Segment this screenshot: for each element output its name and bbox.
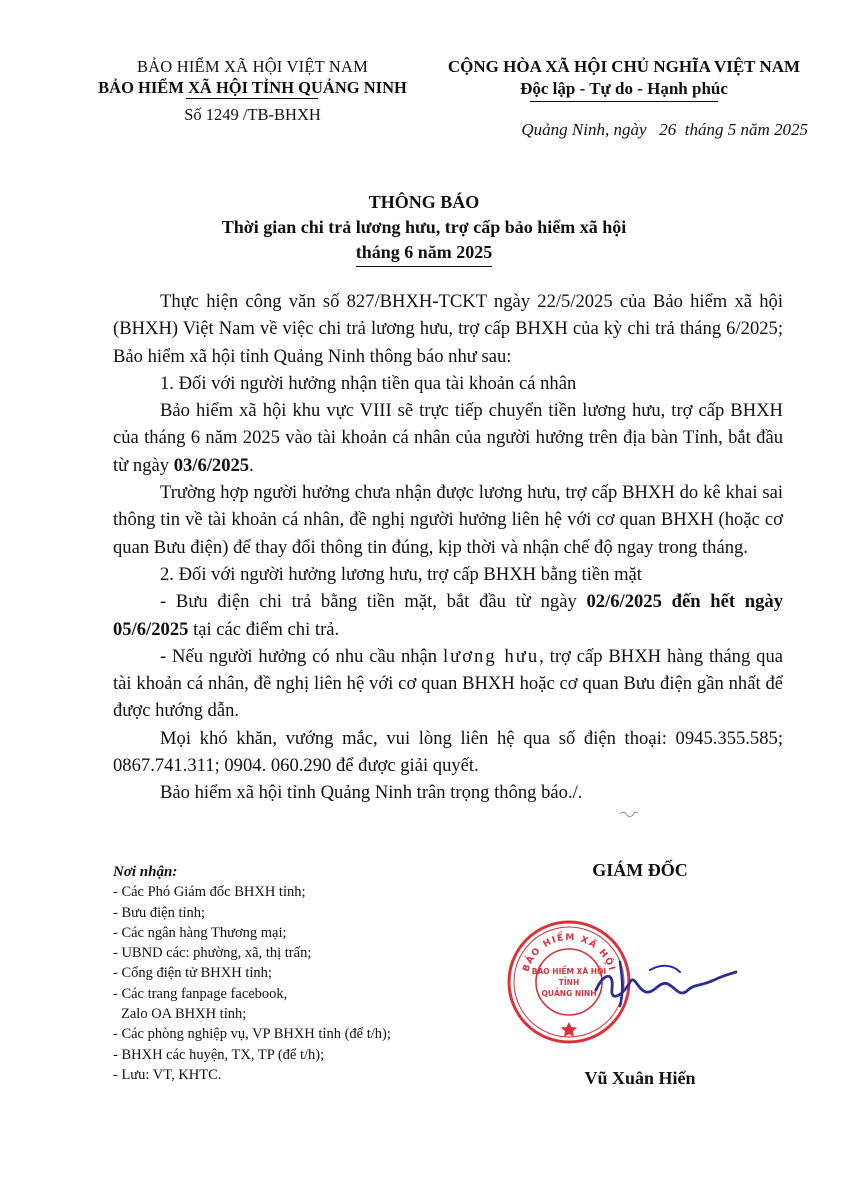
svg-text:BẢO HIỂM XÃ HỘI: BẢO HIỂM XÃ HỘI	[531, 967, 607, 976]
agency-underline	[186, 98, 318, 99]
parent-agency: BẢO HIỂM XÃ HỘI VIỆT NAM	[136, 57, 369, 76]
intro-paragraph: Thực hiện công văn số 827/BHXH-TCKT ngày 22/5/2025 của Bảo hiểm xã hội (BHXH) Việt Nam về việc chi trả lương hưu, trợ cấp BHXH của kỳ chi trả tháng 6/2025; Bảo hiểm xã hội tỉnh Quảng Ninh thông báo như sau:	[113, 291, 783, 367]
recipients-title: Nơi nhận:	[113, 864, 178, 880]
nation-name: CỘNG HÒA XÃ HỘI CHỦ NGHĨA VIỆT NAM	[447, 57, 801, 76]
section-heading-1: 1. Đối với người hưởng nhận tiền qua tài khoản cá nhân	[160, 372, 577, 394]
document-title-block	[0, 190, 848, 267]
section-heading-2: 2. Đối với người hưởng lương hưu, trợ cấp BHXH bằng tiền mặt	[160, 563, 642, 585]
signer-name: Vũ Xuân Hiển	[584, 1068, 696, 1088]
contact-paragraph: Mọi khó khăn, vướng mắc, vui lòng liên hệ qua số điện thoại: 0945.355.585; 0867.741.311; 0904. 060.290 để được giải quyết.	[113, 727, 783, 777]
motto-underline	[530, 101, 718, 102]
handwritten-mark-icon	[618, 806, 640, 820]
recipient-item: - BHXH các huyện, TX, TP (để t/h);	[113, 1046, 325, 1063]
handwritten-signature-icon	[590, 950, 740, 1020]
svg-text:QUẢNG NINH: QUẢNG NINH	[541, 989, 597, 998]
svg-text:TỈNH: TỈNH	[558, 978, 580, 987]
svg-text:BẢO HIỂM XÃ HỘI: BẢO HIỂM XÃ HỘI	[521, 932, 617, 974]
document-subject: Thời gian chi trả lương hưu, trợ cấp bảo hiểm xã hội	[221, 217, 627, 237]
recipient-item: - Các Phó Giám đốc BHXH tỉnh;	[113, 884, 306, 901]
national-motto: Độc lập - Tự do - Hạnh phúc	[520, 79, 728, 98]
switch-to-account-paragraph: - Nếu người hưởng có nhu cầu nhận lương hưu, trợ cấp BHXH hàng tháng qua tài khoản cá nhân, đề nghị liên hệ với cơ quan BHXH hoặc cơ quan Bưu điện gần nhất để được hướng dẫn.	[113, 645, 783, 722]
recipient-item: - Các phòng nghiệp vụ, VP BHXH tỉnh (để t/h);	[113, 1026, 391, 1043]
cash-payment-paragraph: - Bưu điện chi trả bằng tiền mặt, bắt đầu từ ngày 02/6/2025 đến hết ngày 05/6/2025 tại các điểm chi trả.	[113, 591, 783, 640]
recipient-item: - UBND các: phường, xã, thị trấn;	[113, 945, 312, 962]
cash-payment-period: 02/6/2025 đến hết ngày 05/6/2025	[113, 591, 783, 640]
account-error-paragraph: Trường hợp người hưởng chưa nhận được lương hưu, trợ cấp BHXH do kê khai sai thông tin về tài khoản cá nhân, đề nghị người hưởng liên hệ với cơ quan BHXH (hoặc cơ quan Bưu điện) để thay đổi thông tin đúng, kịp thời và nhận chế độ ngay trong tháng.	[113, 482, 783, 558]
recipient-item: - Các trang fanpage facebook,	[113, 985, 288, 1002]
national-title-block	[430, 56, 818, 100]
closing-paragraph: Bảo hiểm xã hội tỉnh Quảng Ninh trân trọng thông báo./.	[160, 782, 583, 804]
recipient-item: Zalo OA BHXH tỉnh;	[121, 1006, 247, 1023]
bank-transfer-paragraph: Bảo hiểm xã hội khu vực VIII sẽ trực tiếp chuyển tiền lương hưu, trợ cấp BHXH của tháng 6 năm 2025 vào tài khoản cá nhân của người hưởng trên địa bàn Tỉnh, bắt đầu từ ngày 03/6/2025.	[113, 400, 783, 476]
recipients-block	[113, 862, 473, 1085]
document-subject-period: tháng 6 năm 2025	[356, 240, 493, 267]
recipient-item: - Bưu điện tỉnh;	[113, 904, 206, 921]
recipient-item: - Cổng điện tử BHXH tỉnh;	[113, 965, 272, 982]
recipient-item: - Các ngân hàng Thương mại;	[113, 924, 287, 941]
document-number: Số 1249 /TB-BHXH	[184, 105, 321, 124]
issuing-agency: BẢO HIỂM XÃ HỘI TỈNH QUẢNG NINH	[98, 78, 407, 97]
document-body	[113, 288, 783, 807]
recipient-item: - Lưu: VT, KHTC.	[113, 1066, 222, 1083]
transfer-start-date: 03/6/2025	[173, 454, 250, 476]
signer-position: GIÁM ĐỐC	[592, 860, 688, 880]
document-type: THÔNG BÁO	[368, 192, 480, 212]
issuing-agency-block	[80, 56, 425, 125]
place-and-date: Quảng Ninh, ngày 26 tháng 5 năm 2025	[521, 120, 808, 139]
